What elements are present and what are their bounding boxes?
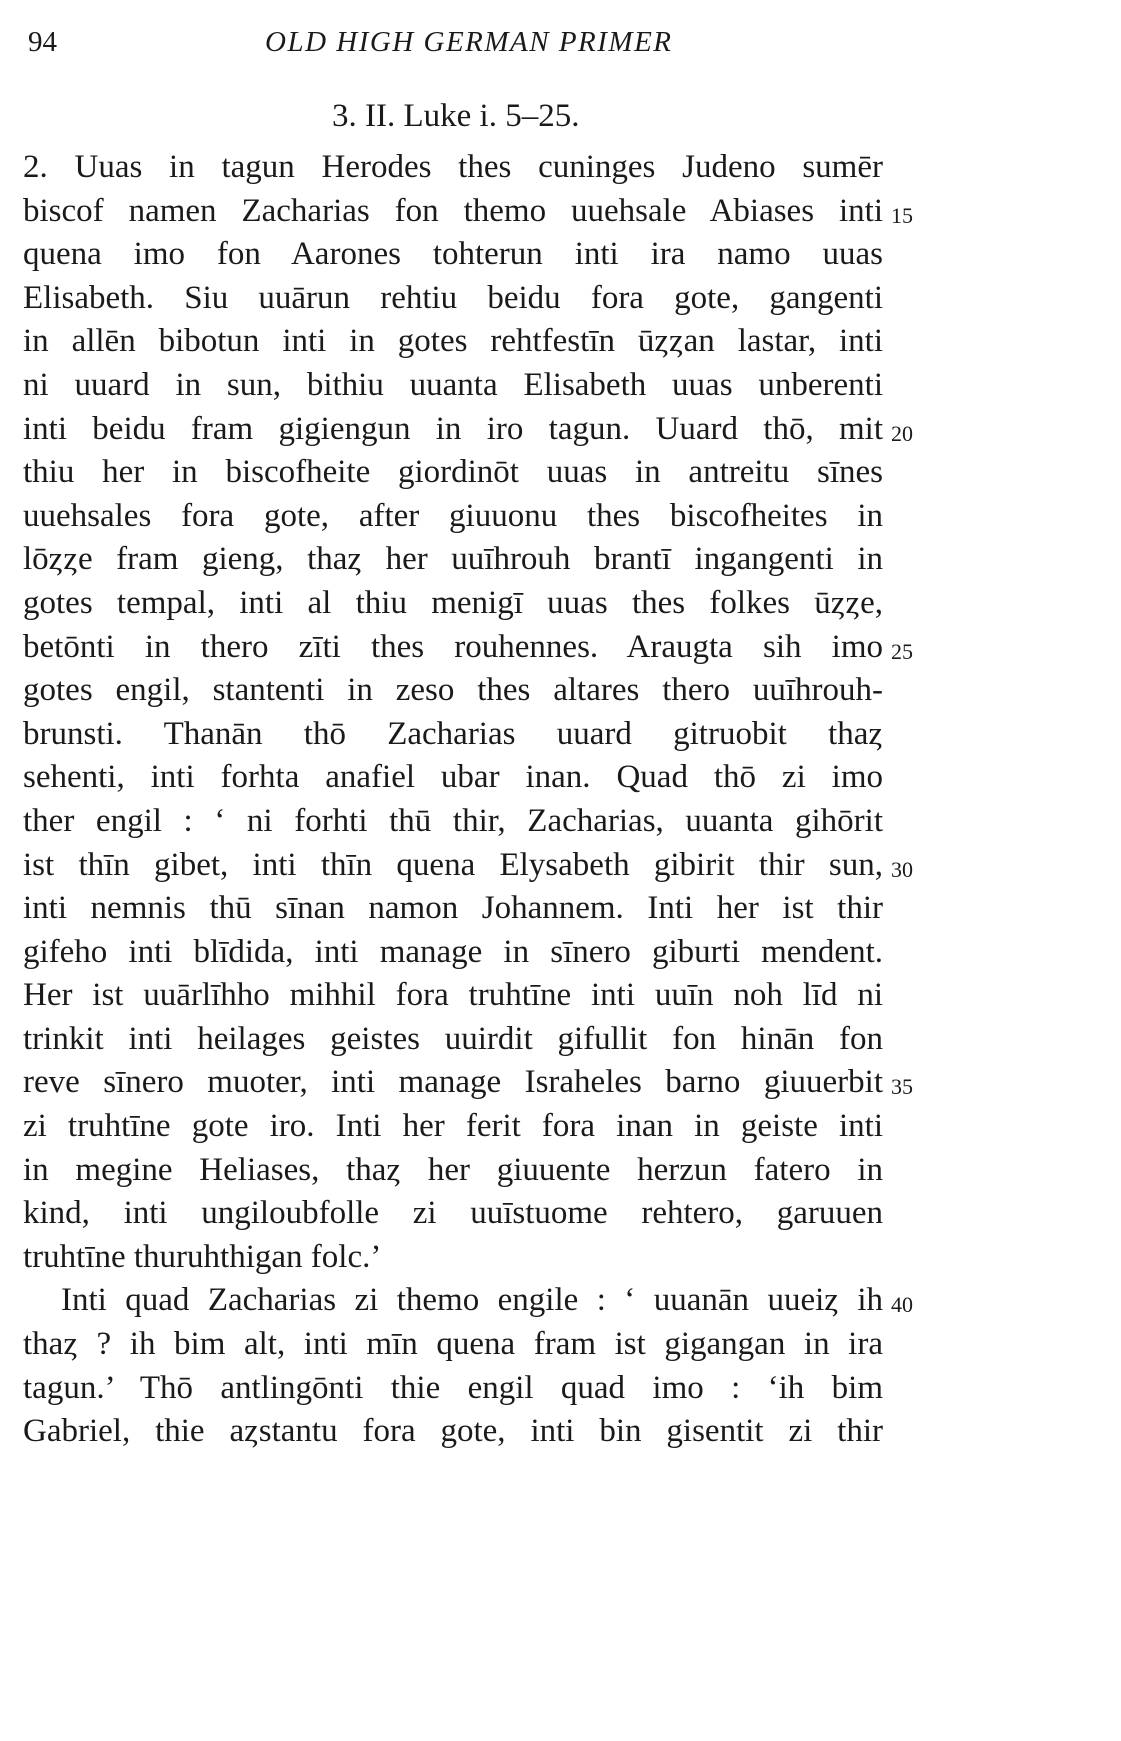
line-text: Inti quad Zacharias zi themo engile : ‘ uuanān uueiȥ ih <box>61 1282 883 1319</box>
line-text: tagun.’ Thō antlingōnti thie engil quad imo : ‘ih bim <box>23 1369 883 1406</box>
text-line <box>23 320 1063 364</box>
text-line <box>23 495 1063 539</box>
text-line <box>23 1149 1063 1193</box>
text-line <box>23 713 1063 757</box>
line-text: gotes tempal, inti al thiu menigī uuas thes folkes ūȥȥe, <box>23 584 883 621</box>
line-text: kind, inti ungiloubfolle zi uuīstuome rehtero, garuuen <box>23 1195 883 1232</box>
text-line <box>23 364 1063 408</box>
line-number: 30 <box>891 856 913 882</box>
line-text: brunsti. Thanān thō Zacharias uuard gitruobit thaȥ <box>23 715 883 752</box>
line-text: in megine Heliases, thaȥ her giuuente herzun fatero in <box>23 1151 883 1188</box>
text-line <box>23 451 1063 495</box>
line-text: thaȥ ? ih bim alt, inti mīn quena fram ist gigangan in ira <box>23 1326 883 1363</box>
line-number: 20 <box>891 420 913 446</box>
line-text: thiu her in biscofheite giordinōt uuas in antreitu sīnes <box>23 454 883 491</box>
line-text: 2. Uuas in tagun Herodes thes cuninges Judeno sumēr <box>23 149 883 185</box>
line-text: biscof namen Zacharias fon themo uuehsale Abiases inti <box>23 192 883 229</box>
line-text: Elisabeth. Siu uuārun rehtiu beidu fora gote, gangenti <box>23 279 883 316</box>
line-text: uuehsales fora gote, after giuuonu thes biscofheites in <box>23 497 883 534</box>
line-text: reve sīnero muoter, inti manage Israheles barno giuuerbit <box>23 1064 883 1101</box>
line-text: betōnti in thero zīti thes rouhennes. Araugta sih imo <box>23 628 883 665</box>
line-text: inti nemnis thū sīnan namon Johannem. Inti her ist thir <box>23 890 883 927</box>
text-line <box>23 800 1063 844</box>
line-text: quena imo fon Aarones tohterun inti ira namo uuas <box>23 236 883 273</box>
text-line <box>23 669 1063 713</box>
text-line <box>23 1192 1063 1236</box>
line-text: Her ist uuārlīhho mihhil fora truhtīne inti uuīn noh līd ni <box>23 977 883 1014</box>
text-line <box>23 1367 1063 1411</box>
text-line <box>23 1279 1063 1323</box>
text-line <box>23 626 1063 670</box>
line-text: ther engil : ‘ ni forhti thū thir, Zacharias, uuanta gihōrit <box>23 802 883 839</box>
line-text: lōȥȥe fram gieng, thaȥ her uuīhrouh brantī ingangenti in <box>23 541 883 578</box>
line-number: 35 <box>891 1074 913 1100</box>
text-line <box>23 1061 1063 1105</box>
body-text <box>23 146 1063 1454</box>
page-number: 94 <box>28 26 57 58</box>
text-line <box>23 190 1063 234</box>
text-line <box>23 1323 1063 1367</box>
line-number: 40 <box>891 1292 913 1318</box>
text-line <box>23 538 1063 582</box>
line-text: ist thīn gibet, inti thīn quena Elysabeth gibirit thir sun, <box>23 846 883 883</box>
line-number: 25 <box>891 638 913 664</box>
line-text: trinkit inti heilages geistes uuirdit gifullit fon hinān fon <box>23 1020 883 1057</box>
line-text: gifeho inti blīdida, inti manage in sīnero giburti mendent. <box>23 933 883 970</box>
line-text: zi truhtīne gote iro. Inti her ferit fora inan in geiste inti <box>23 1108 883 1145</box>
text-line <box>23 1410 1063 1454</box>
line-text: inti beidu fram gigiengun in iro tagun. Uuard thō, mit <box>23 410 883 447</box>
line-text: gotes engil, stantenti in zeso thes altares thero uuīhrouh- <box>23 672 883 709</box>
text-line <box>23 146 1063 190</box>
line-text: ni uuard in sun, bithiu uuanta Elisabeth uuas unberenti <box>23 366 883 403</box>
running-title: OLD HIGH GERMAN PRIMER <box>265 26 673 58</box>
line-text: truhtīne thuruhthigan folc.’ <box>23 1238 382 1275</box>
text-line <box>23 931 1063 975</box>
text-line <box>23 887 1063 931</box>
text-line <box>23 582 1063 626</box>
text-line <box>23 277 1063 321</box>
text-line <box>23 844 1063 888</box>
text-line <box>23 1236 1063 1280</box>
text-line <box>23 408 1063 452</box>
text-line <box>23 974 1063 1018</box>
line-text: in allēn bibotun inti in gotes rehtfestīn ūȥȥan lastar, inti <box>23 323 883 360</box>
section-heading: 3. II. Luke i. 5–25. <box>332 98 580 134</box>
text-line <box>23 1105 1063 1149</box>
running-head <box>28 22 988 62</box>
text-line <box>23 1018 1063 1062</box>
line-text: Gabriel, thie aȥstantu fora gote, inti bin gisentit zi thir <box>23 1413 883 1450</box>
line-text: sehenti, inti forhta anafiel ubar inan. Quad thō zi imo <box>23 759 883 796</box>
text-line <box>23 233 1063 277</box>
text-line <box>23 756 1063 800</box>
line-number: 15 <box>891 202 913 228</box>
